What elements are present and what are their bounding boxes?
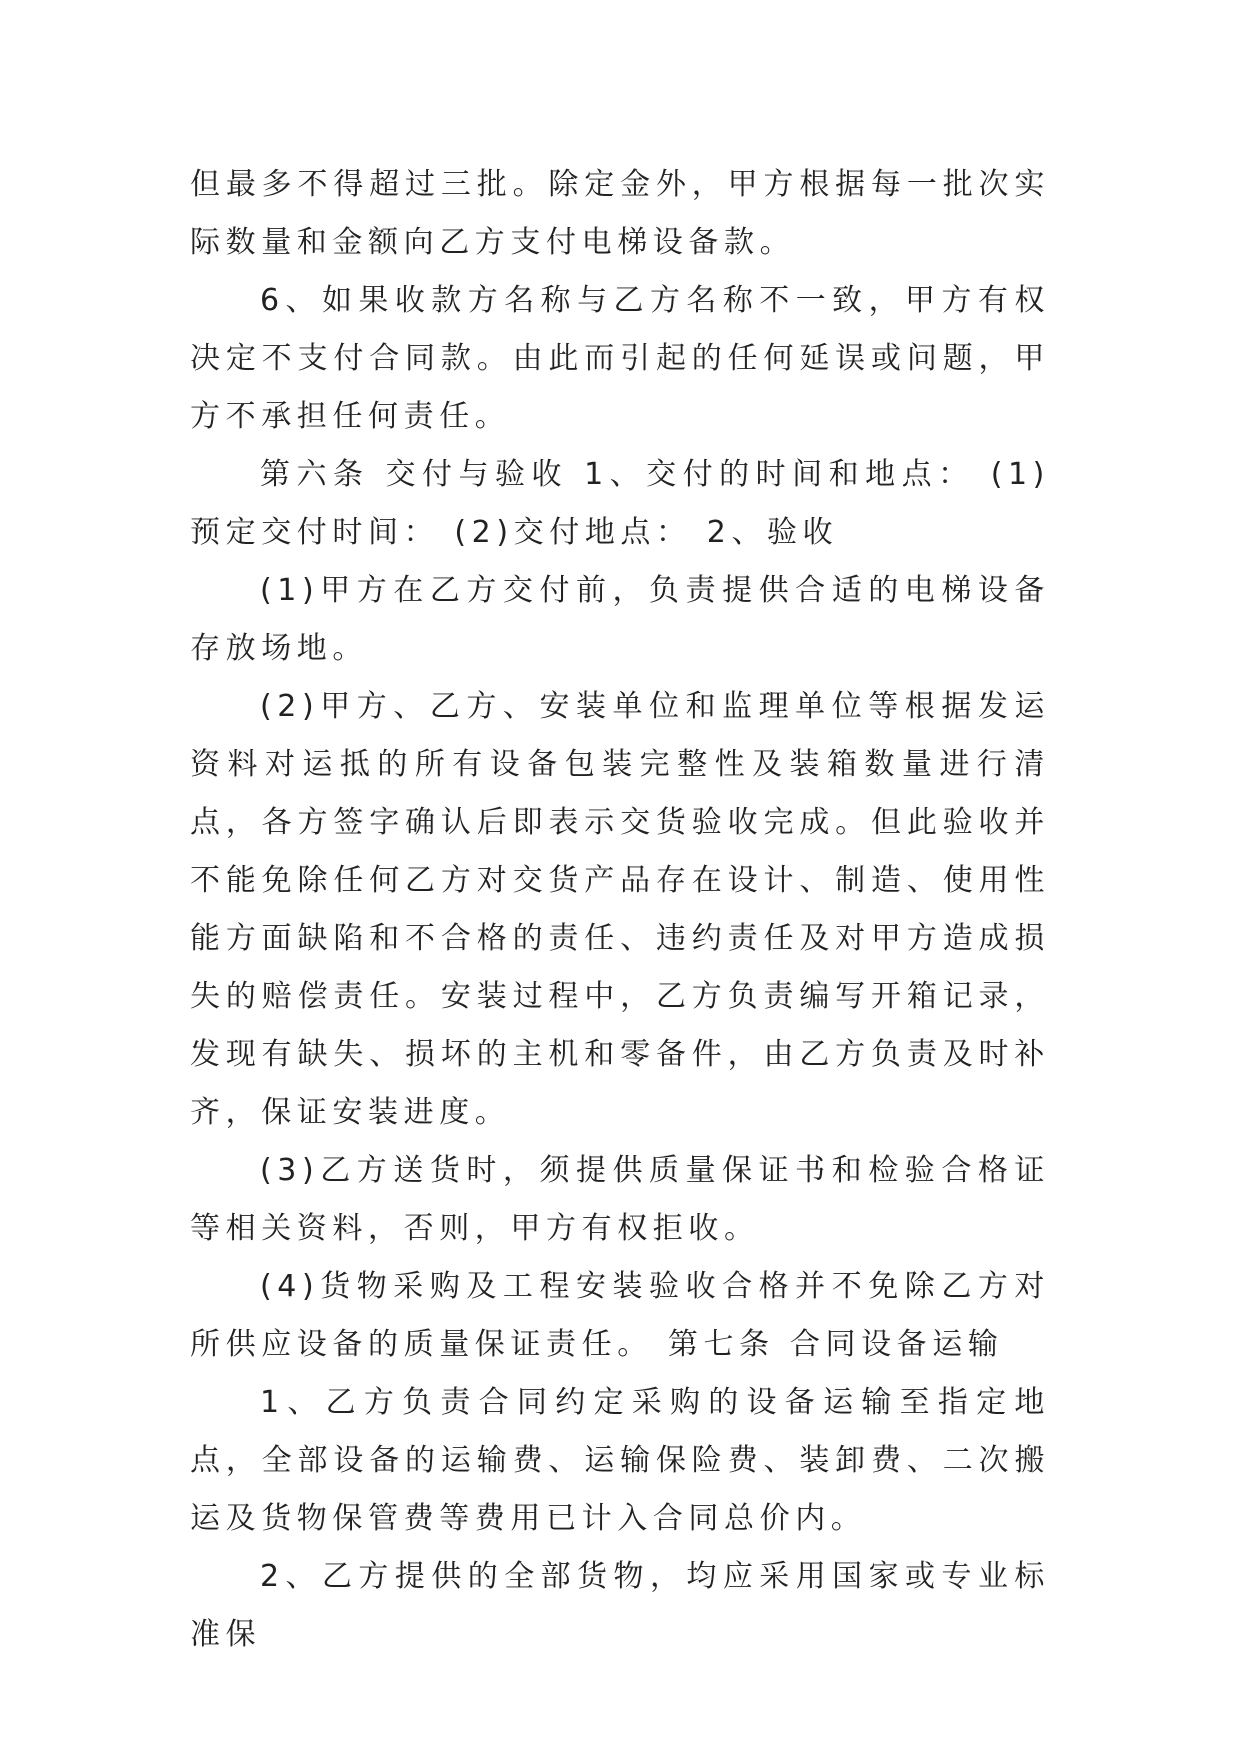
paragraph-payee-name: 6、如果收款方名称与乙方名称不一致，甲方有权决定不支付合同款。由此而引起的任何延误或问题，甲方不承担任何责任。 [190,283,1050,434]
paragraph-quality-warranty: (4)货物采购及工程安装验收合格并不免除乙方对所供应设备的质量保证责任。 第七条 合同设备运输 [190,1269,1050,1362]
paragraph-transport-costs: 1、乙方负责合同约定采购的设备运输至指定地点，全部设备的运输费、运输保险费、装卸费、二次搬运及货物保管费等费用已计入合同总价内。 [190,1385,1050,1536]
document-body [190,156,1050,1664]
paragraph-acceptance-inspection: (2)甲方、乙方、安装单位和监理单位等根据发运资料对运抵的所有设备包装完整性及装箱数量进行清点，各方签字确认后即表示交货验收完成。但此验收并不能免除任何乙方对交货产品存在设计、制造、使用性能方面缺陷和不合格的责任、违约责任及对甲方造成损失的赔偿责任。安装过程中，乙方负责编写开箱记录，发现有缺失、损坏的主机和零备件，由乙方负责及时补齐，保证安装进度。 [190,689,1050,1130]
paragraph-continuation: 但最多不得超过三批。除定金外，甲方根据每一批次实际数量和金额向乙方支付电梯设备款。 [190,167,1050,260]
paragraph-delivery-documents: (3)乙方送货时，须提供质量保证书和检验合格证等相关资料，否则，甲方有权拒收。 [190,1153,1050,1246]
paragraph-article-six-heading: 第六条 交付与验收 1、交付的时间和地点： (1)预定交付时间： (2)交付地点： 2、验收 [190,457,1050,550]
paragraph-storage-site: (1)甲方在乙方交付前，负责提供合适的电梯设备存放场地。 [190,573,1050,666]
paragraph-packaging-standard: 2、乙方提供的全部货物，均应采用国家或专业标准保 [190,1559,1050,1652]
